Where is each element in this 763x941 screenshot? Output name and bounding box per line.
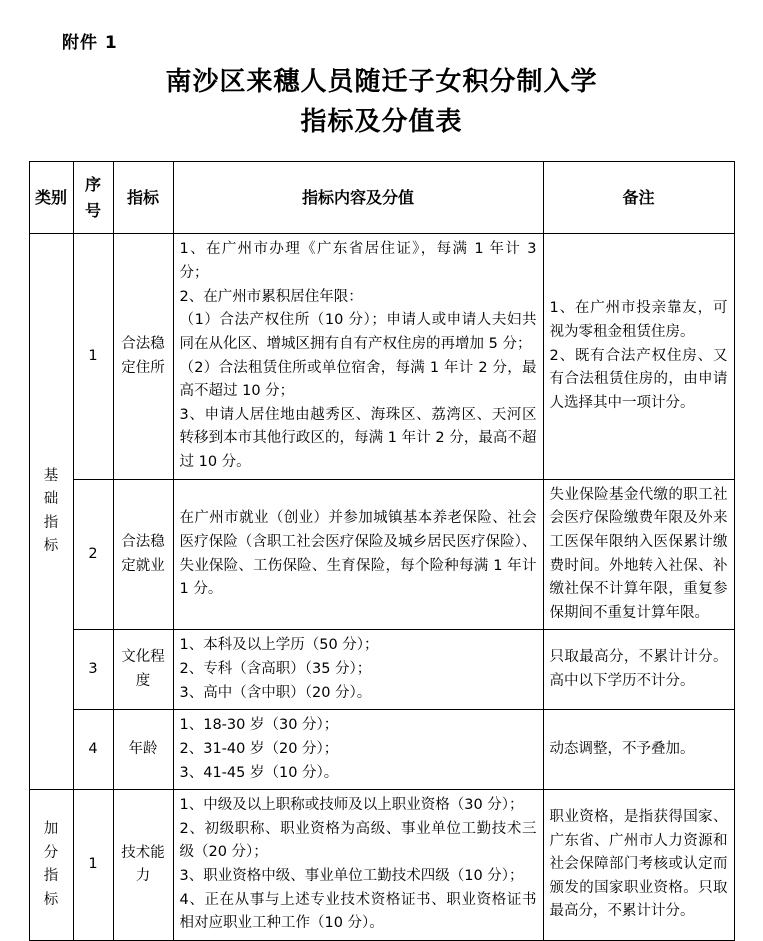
content-line: 4、正在从事与上述专业技术资格证书、职业资格证书相对应职业工种工作（10 分）。	[179, 891, 537, 932]
content-line: 3、高中（含中职）（20 分）。	[179, 684, 372, 701]
table-row	[29, 234, 734, 479]
page-title-line-2: 指标及分值表	[300, 107, 463, 138]
cell-sequence: 4	[73, 710, 113, 790]
column-header-indicator: 指标	[113, 161, 173, 234]
remark-line: 失业保险基金代缴的职工社会医疗保险缴费年限及外来工医保年限纳入医保累计缴费时间。外地转入社保、补缴社保不计算年限，重复参保期间不重复计算年限。	[549, 486, 728, 621]
cell-content	[173, 710, 543, 790]
cell-remark	[543, 710, 734, 790]
remark-line: 1、在广州市投亲靠友，可视为零租金租赁住房。	[549, 300, 728, 341]
cell-remark	[543, 234, 734, 479]
table-row	[29, 630, 734, 710]
content-line: 1、18-30 岁（30 分）；	[179, 717, 339, 734]
content-line: 1、本科及以上学历（50 分）；	[179, 637, 379, 654]
table-row	[29, 479, 734, 630]
cell-sequence: 3	[73, 630, 113, 710]
content-line: 3、41-45 岁（10 分）。	[179, 764, 339, 781]
attachment-label: 附件 1	[62, 33, 118, 53]
content-line: 3、申请人居住地由越秀区、海珠区、荔湾区、天河区转移到本市其他行政区的，每满 1 年计 2 分，最高不超过 10 分。	[179, 406, 537, 471]
cell-sequence: 2	[73, 479, 113, 630]
cell-indicator: 年龄	[113, 710, 173, 790]
cell-content	[173, 790, 543, 941]
page-title	[0, 0, 763, 143]
cell-sequence: 1	[73, 234, 113, 479]
content-line: 2、专科（含高职）（35 分）；	[179, 661, 372, 678]
remark-line: 动态调整，不予叠加。	[549, 740, 695, 757]
content-line: 1、中级及以上职称或技师及以上职业资格（30 分）；	[179, 797, 524, 814]
column-header-category: 类别	[29, 161, 73, 234]
score-table	[29, 161, 735, 941]
content-line: 在广州市就业（创业）并参加城镇基本养老保险、社会医疗保险（含职工社会医疗保险及城乡居民医疗保险）、失业保险、工伤保险、生育保险，每个险种每满 1 年计 1 分。	[179, 510, 537, 598]
cell-content	[173, 479, 543, 630]
content-line: 2、31-40 岁（20 分）；	[179, 740, 339, 757]
table-body	[29, 234, 734, 941]
column-header-sequence: 序号	[73, 161, 113, 234]
cell-indicator: 文化程度	[113, 630, 173, 710]
cell-category: 基 础 指 标	[29, 234, 73, 790]
table-row	[29, 790, 734, 941]
column-header-remark: 备注	[543, 161, 734, 234]
remark-line: 只取最高分，不累计计分。高中以下学历不计分。	[549, 649, 728, 689]
column-header-content: 指标内容及分值	[173, 161, 543, 234]
cell-sequence: 1	[73, 790, 113, 941]
cell-indicator: 合法稳定就业	[113, 479, 173, 630]
cell-remark	[543, 790, 734, 941]
table-header-row	[29, 161, 734, 234]
cell-category: 加 分 指 标	[29, 790, 73, 941]
cell-content	[173, 630, 543, 710]
content-line: （2）合法租赁住所或单位宿舍，每满 1 年计 2 分，最高不超过 10 分；	[179, 359, 537, 400]
cell-indicator: 合法稳定住所	[113, 234, 173, 479]
cell-indicator: 技术能力	[113, 790, 173, 941]
content-line: 2、在广州市累积居住年限：	[179, 288, 363, 305]
content-line: 2、初级职称、职业资格为高级、事业单位工勤技术三级（20 分）；	[179, 820, 537, 861]
remark-line: 职业资格，是指获得国家、广东省、广州市人力资源和社会保障部门考核或认定而颁发的国家职业资格。只取最高分，不累计计分。	[549, 808, 728, 920]
cell-remark	[543, 479, 734, 630]
cell-remark	[543, 630, 734, 710]
page-title-line-1: 南沙区来穗人员随迁子女积分制入学	[165, 67, 598, 97]
table-row	[29, 710, 734, 790]
remark-line: 2、既有合法产权住房、又有合法租赁住房的，由申请人选择其中一项计分。	[549, 347, 728, 411]
cell-content	[173, 234, 543, 479]
content-line: （1）合法产权住所（10 分）；申请人或申请人夫妇共同在从化区、增城区拥有自有产权住房的再增加 5 分；	[179, 312, 537, 352]
content-line: 1、在广州市办理《广东省居住证》，每满 1 年计 3 分；	[179, 241, 537, 282]
content-line: 3、职业资格中级、事业单位工勤技术四级（10 分）；	[179, 868, 524, 885]
